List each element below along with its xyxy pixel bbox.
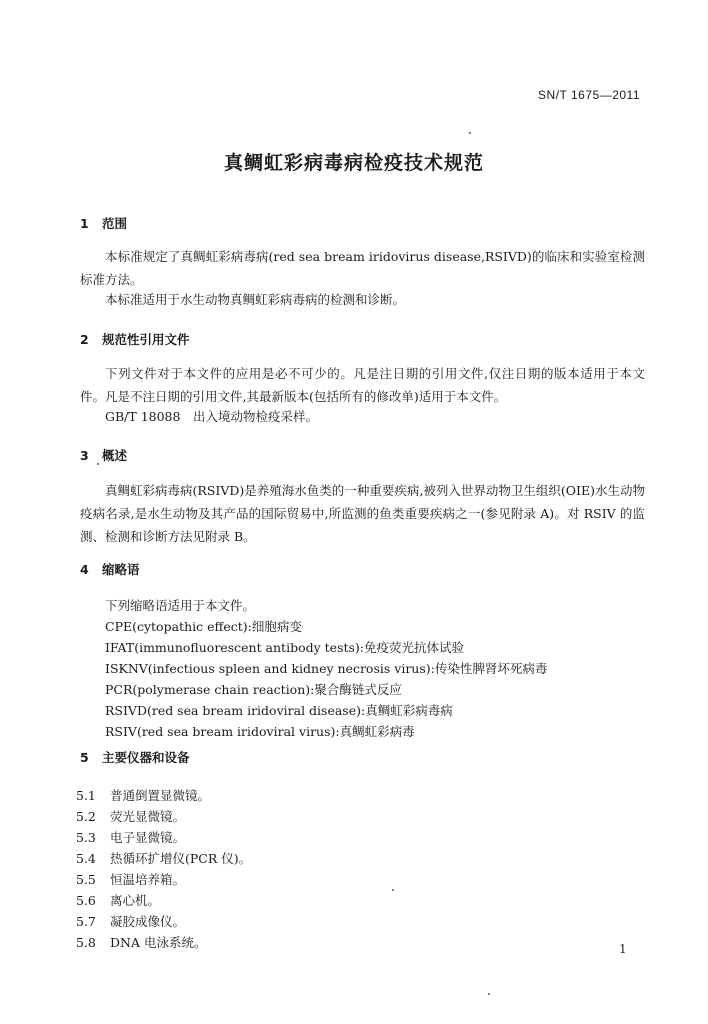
item-text: 电子显微镜。: [110, 830, 186, 845]
equipment-item: [76, 786, 210, 804]
section-2-heading: [80, 330, 190, 348]
section-number: 3: [80, 448, 89, 463]
section-title: 范围: [102, 216, 128, 231]
item-number: 5.3: [76, 830, 96, 845]
scan-speck: [488, 993, 490, 995]
section-5-heading: [80, 748, 190, 766]
section-title: 主要仪器和设备: [102, 750, 190, 765]
item-number: 5.6: [76, 893, 96, 908]
equipment-item: [76, 933, 206, 951]
item-number: 5.1: [76, 788, 96, 803]
scan-speck: [97, 463, 99, 465]
equipment-item: [76, 870, 185, 888]
section-title: 缩略语: [102, 562, 140, 577]
item-text: 凝胶成像仪。: [110, 914, 186, 929]
normative-reference: GB/T 18088 出入境动物检疫采样。: [105, 409, 318, 424]
section-4-heading: [80, 560, 140, 578]
section-number: 2: [80, 332, 89, 347]
equipment-item: [76, 828, 185, 846]
equipment-item: [76, 912, 185, 930]
item-text: 离心机。: [110, 893, 161, 908]
abbreviation-item: RSIV(red sea bream iridoviral virus):真鲷虹彩病毒: [105, 724, 415, 739]
item-number: 5.7: [76, 914, 96, 929]
abbreviation-item: PCR(polymerase chain reaction):聚合酶链式反应: [105, 682, 402, 697]
equipment-item: [76, 807, 185, 825]
item-number: 5.4: [76, 851, 96, 866]
abbreviations-intro: 下列缩略语适用于本文件。: [105, 598, 256, 613]
section-number: 1: [80, 216, 89, 231]
abbreviation-item: IFAT(immunofluorescent antibody tests):免疫荧光抗体试验: [105, 640, 465, 655]
abbreviation-item: RSIVD(red sea bream iridoviral disease):真鲷虹彩病毒病: [105, 703, 453, 718]
item-text: 荧光显微镜。: [110, 809, 186, 824]
item-text: DNA 电泳系统。: [110, 935, 207, 950]
section-1-heading: [80, 214, 127, 232]
section-1-paragraph-1: 本标准规定了真鲷虹彩病毒病(red sea bream iridovirus disease,RSIVD)的临床和实验室检测标准方法。: [80, 249, 645, 287]
scan-speck: [469, 132, 471, 134]
section-2-paragraph: 下列文件对于本文件的应用是必不可少的。凡是注日期的引用文件,仅注日期的版本适用于本文件。凡是不注日期的引用文件,其最新版本(包括所有的修改单)适用于本文件。: [80, 366, 645, 404]
equipment-item: [76, 849, 251, 867]
equipment-item: [76, 891, 160, 909]
item-text: 恒温培养箱。: [110, 872, 186, 887]
standard-code: SN/T 1675—2011: [538, 88, 640, 102]
section-number: 4: [80, 562, 89, 577]
section-title: 概述: [102, 448, 128, 463]
item-number: 5.5: [76, 872, 96, 887]
item-number: 5.2: [76, 809, 96, 824]
abbreviation-item: ISKNV(infectious spleen and kidney necrosis virus):传染性脾肾坏死病毒: [105, 661, 548, 676]
item-number: 5.8: [76, 935, 96, 950]
section-title: 规范性引用文件: [102, 332, 190, 347]
page-number: 1: [619, 942, 627, 956]
section-1-paragraph-2: 本标准适用于水生动物真鲷虹彩病毒病的检测和诊断。: [105, 292, 406, 307]
abbreviation-item: CPE(cytopathic effect):细胞病变: [105, 619, 302, 634]
section-3-heading: [80, 446, 127, 464]
document-title: 真鲷虹彩病毒病检疫技术规范: [223, 152, 484, 174]
section-number: 5: [80, 750, 89, 765]
section-3-paragraph: 真鲷虹彩病毒病(RSIVD)是养殖海水鱼类的一种重要疾病,被列入世界动物卫生组织(OIE)水生动物疫病名录,是水生动物及其产品的国际贸易中,所监测的鱼类重要疾病之一(参见附录 A)。对 RSIV 的监测、检测和诊断方法见附录 B。: [80, 483, 645, 544]
scan-speck: [392, 889, 394, 891]
item-text: 热循环扩增仪(PCR 仪)。: [110, 851, 252, 866]
item-text: 普通倒置显微镜。: [110, 788, 211, 803]
